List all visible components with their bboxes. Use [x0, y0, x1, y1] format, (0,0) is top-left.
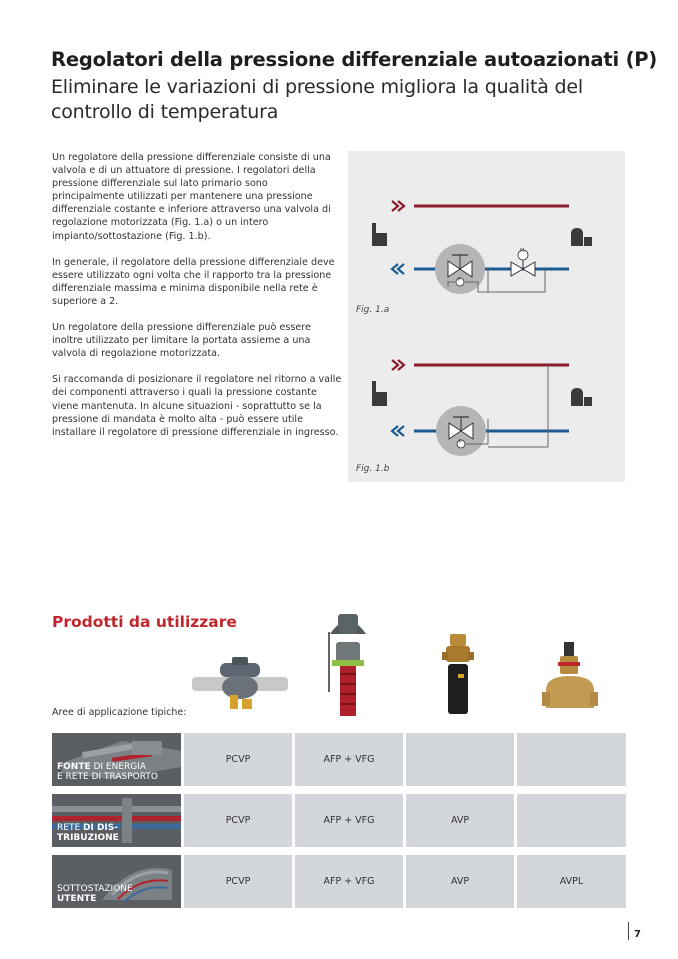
table-cell: [517, 733, 626, 786]
source-building-icon: [372, 223, 387, 246]
paragraph-2: In generale, il regolatore della pressione differenziale deve essere utilizzato ogni volta che il rapporto tra la pressione differenziale massima e minima disponibile nella rete è superiore a 2.: [52, 256, 335, 307]
pressure-symbol-b: P: [459, 439, 463, 445]
row-header-image: [52, 733, 181, 786]
table-cell: AVP: [406, 794, 514, 847]
motor-symbol: M: [520, 248, 525, 254]
fig-1b-label: Fig. 1.b: [356, 464, 390, 474]
row-label-2: RETE DI DIS- TRIBUZIONE: [57, 823, 119, 843]
pcvp-product-image: [190, 655, 290, 715]
fig-1b-diagram: [372, 360, 592, 456]
page-number-divider: [628, 922, 629, 940]
consumer-building-icon: [571, 388, 592, 406]
table-cell: AFP + VFG: [295, 855, 403, 908]
page-title: Regolatori della pressione differenziale autoazionati (P): [51, 48, 658, 71]
paragraph-1: Un regolatore della pressione differenziale consiste di una valvola e di un attuatore di pressione. I regolatori della pressione differenziale sul lato primario sono principalmente utilizzati per mantenere una pressione differenziale costante e inferiore attraverso una valvola di regolazione motorizzata (Fig. 1.a) o un intero impianto/sottostazione (Fig. 1.b).: [52, 152, 331, 242]
table-cell: [517, 794, 626, 847]
page-subtitle: Eliminare le variazioni di pressione migliora la qualità del controllo di temperatura: [51, 76, 583, 123]
afp-vfg-product-image: [326, 612, 370, 720]
return-chevron-icon: [392, 426, 404, 436]
row-header-image: [52, 855, 181, 908]
table-cell: PCVP: [184, 855, 292, 908]
paragraph-3: Un regolatore della pressione differenziale può essere inoltre utilizzato per limitare la portata assieme a una valvola di regolazione motorizzata.: [52, 322, 311, 360]
table-cell: PCVP: [184, 794, 292, 847]
supply-chevron-icon: [392, 201, 404, 211]
consumer-building-icon: [571, 228, 592, 246]
source-building-icon: [372, 381, 387, 406]
table-cell: AVPL: [517, 855, 626, 908]
fig-1a-diagram: [372, 201, 592, 294]
pressure-symbol-a: P: [458, 277, 462, 283]
table-cell: PCVP: [184, 733, 292, 786]
table-cell: [406, 733, 514, 786]
row-label-3: SOTTOSTAZIONE UTENTE: [57, 884, 133, 904]
row-header-image: [52, 794, 181, 847]
supply-chevron-icon: [392, 360, 404, 370]
table-cell: AFP + VFG: [295, 733, 403, 786]
row-label-1: FONTE DI ENERGIA E RETE DI TRASPORTO: [57, 762, 158, 782]
table-cell: AFP + VFG: [295, 794, 403, 847]
avp-product-image: [440, 632, 476, 716]
figure-panel: [348, 151, 625, 482]
body-text: [52, 151, 342, 452]
table-row: [52, 794, 626, 847]
table-row: [52, 855, 626, 908]
paragraph-4: Si raccomanda di posizionare il regolatore nel ritorno a valle dei componenti attraverso i quali la pressione costante viene mantenuta. In alcune situazioni - soprattutto se la pressione di mandata è molto alta - può essere utile installare il regolatore di pressione differenziale in ingresso.: [52, 374, 342, 438]
table-row: [52, 733, 626, 786]
section-title: Prodotti da utilizzare: [52, 613, 237, 631]
table-cell: AVP: [406, 855, 514, 908]
return-chevron-icon: [392, 264, 404, 274]
avpl-product-image: [542, 640, 598, 716]
page-number: 7: [634, 929, 641, 940]
areas-label: Aree di applicazione tipiche:: [52, 707, 187, 718]
schematic-diagram: [348, 151, 625, 482]
fig-1a-label: Fig. 1.a: [356, 305, 390, 315]
